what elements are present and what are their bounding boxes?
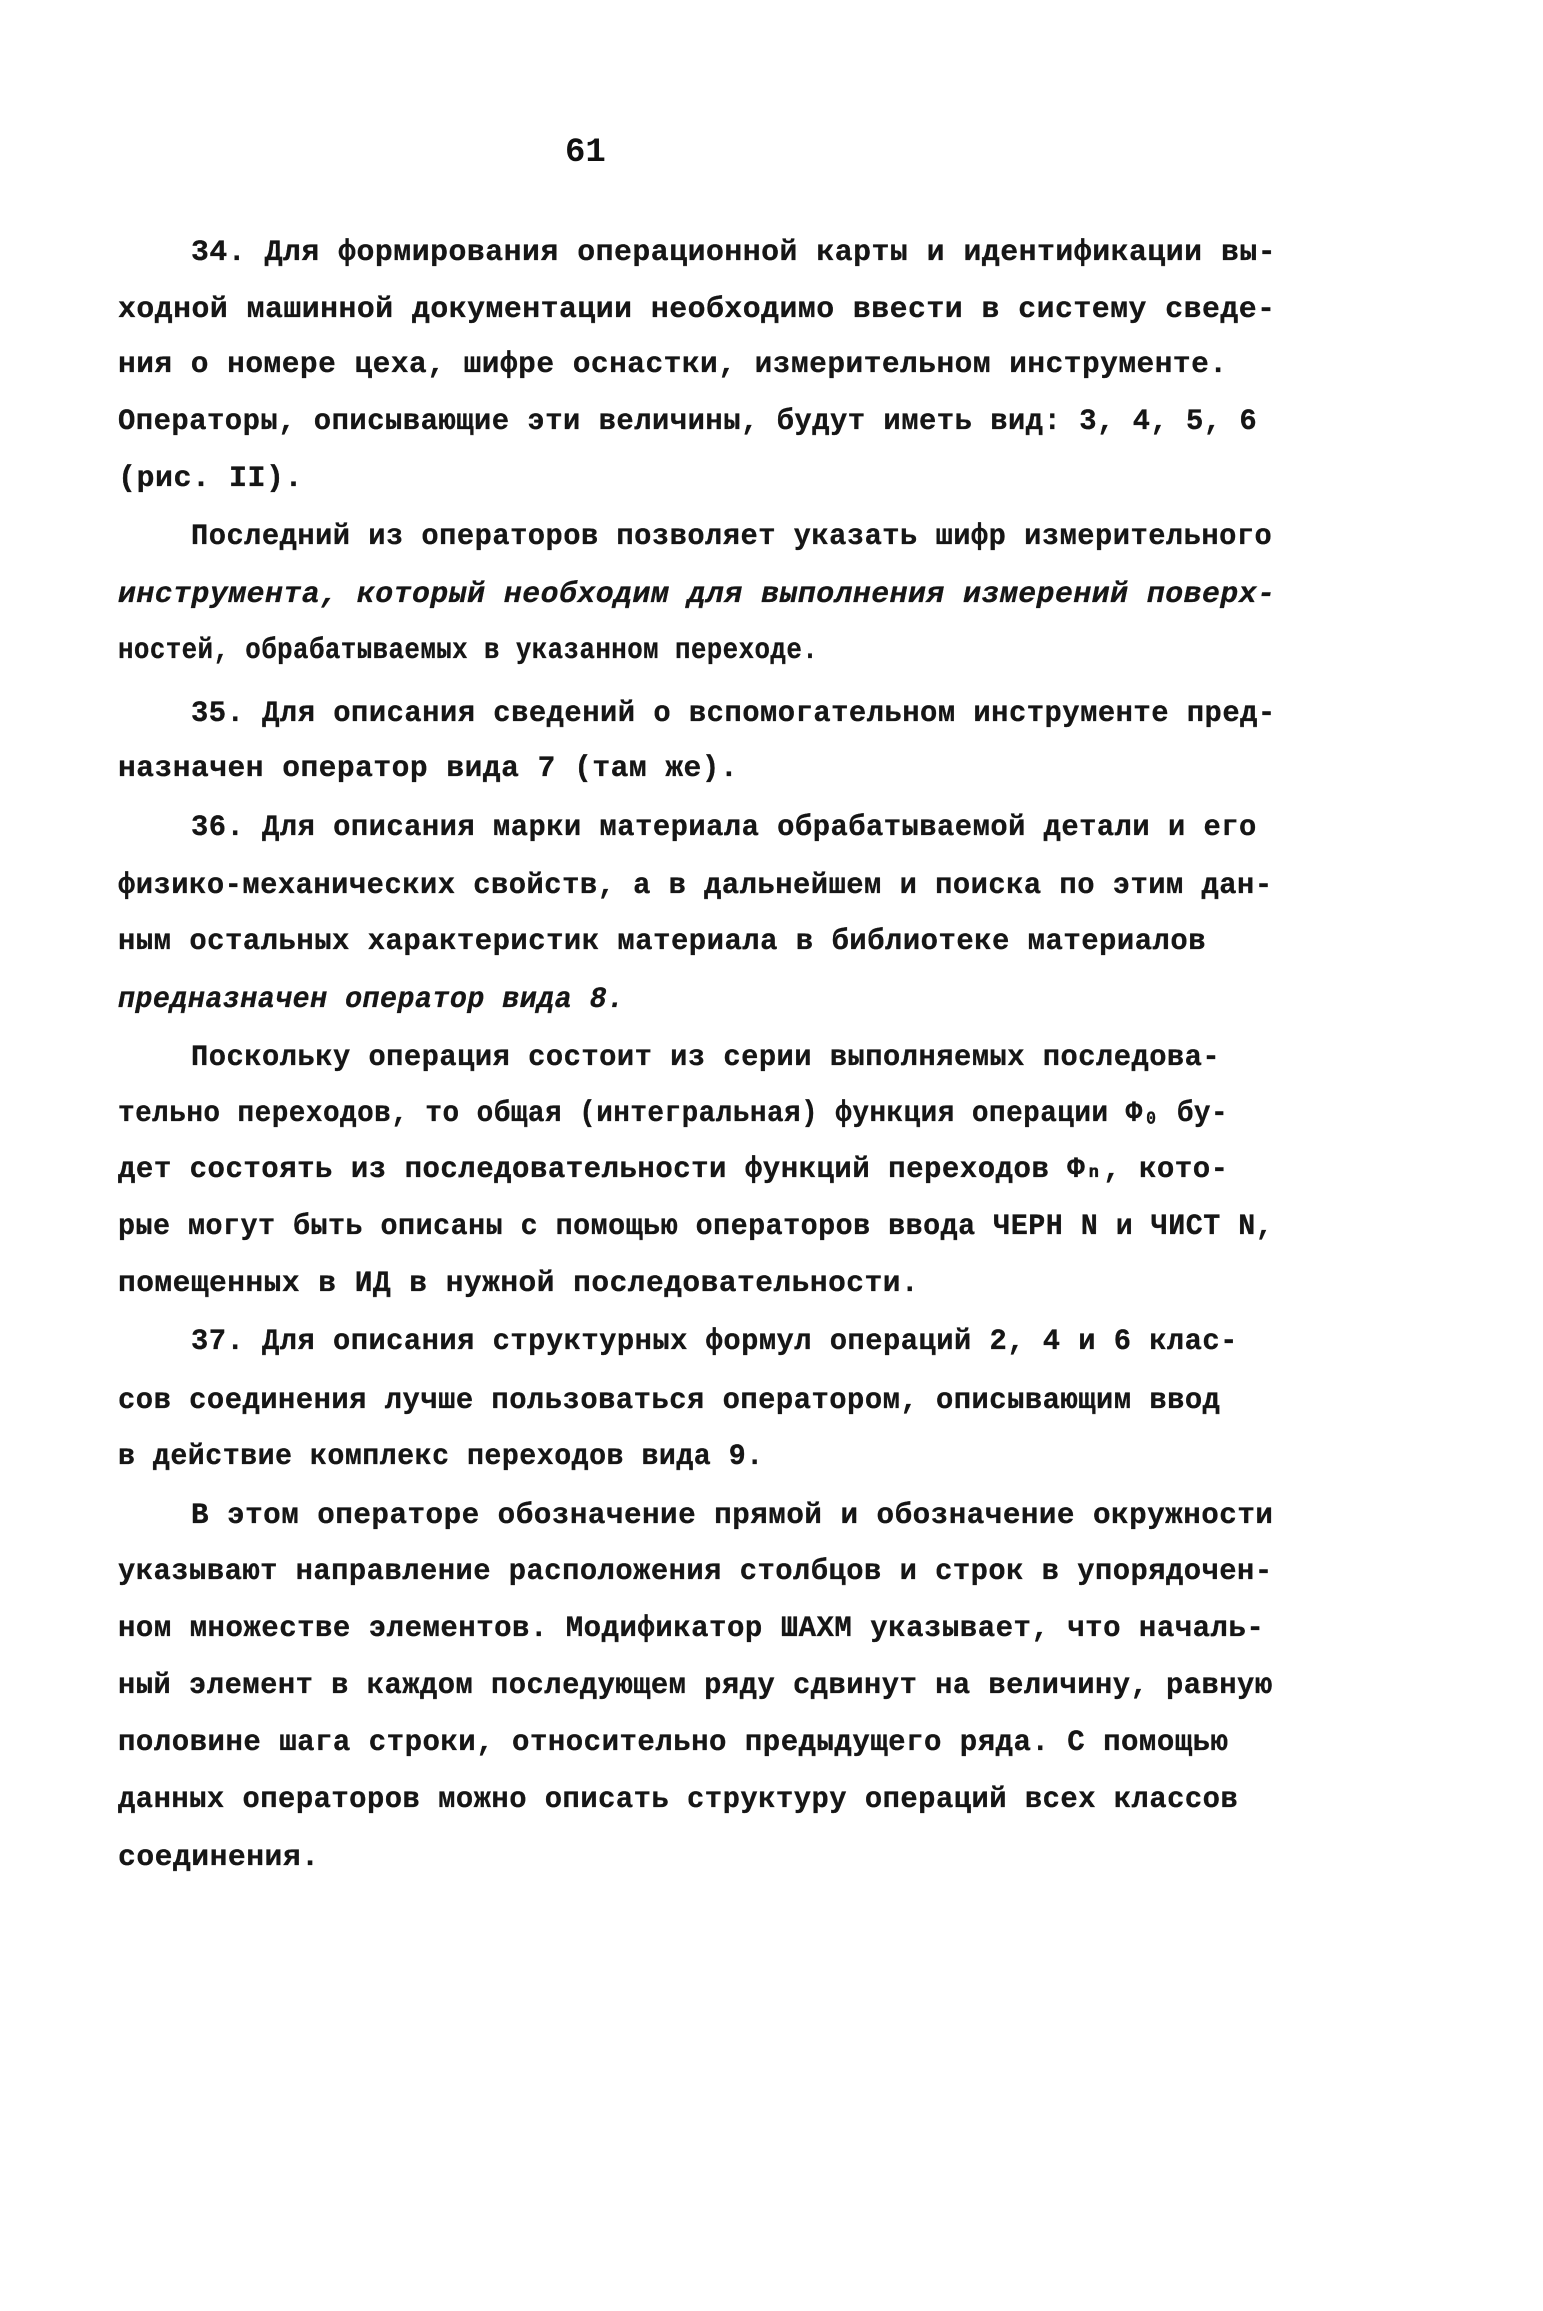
text-line: соединения. (118, 1841, 320, 1875)
text-line: в действие комплекс переходов вида 9. (118, 1440, 764, 1474)
text-line: (рис. II). (118, 462, 304, 496)
text-line: дет состоять из последовательности функций переходов Фₙ, кото- (118, 1153, 1229, 1187)
text-line: предназначен оператор вида 8. (118, 983, 625, 1017)
text-line: 36. Для описания марки материала обрабатываемой детали и его (191, 811, 1257, 845)
text-line: физико-механических свойств, а в дальнейшем и поиска по этим дан- (118, 869, 1273, 903)
text-line: Операторы, описывающие эти величины, будут иметь вид: 3, 4, 5, 6 (118, 405, 1258, 439)
text-line: 37. Для описания структурных формул операций 2, 4 и 6 клас- (191, 1325, 1238, 1359)
text-line: половине шага строки, относительно предыдущего ряда. С помощью (118, 1726, 1229, 1760)
text-line: тельно переходов, то общая (интегральная) функция операции Ф₀ бу- (118, 1097, 1229, 1131)
text-line: указывают направление расположения столбцов и строк в упорядочен- (118, 1555, 1273, 1589)
text-line: инструмента, который необходим для выполнения измерений поверх- (118, 578, 1276, 612)
text-line: ния о номере цеха, шифре оснастки, измерительном инструменте. (118, 348, 1228, 382)
text-line: ходной машинной документации необходимо ввести в систему сведе- (118, 293, 1276, 327)
text-line: 34. Для формирования операционной карты и идентификации вы- (191, 236, 1277, 270)
text-line: ностей, обрабатываемых в указанном переходе. (118, 634, 819, 668)
text-line: В этом операторе обозначение прямой и обозначение окружности (191, 1499, 1274, 1533)
text-line: ном множестве элементов. Модификатор ШАХМ указывает, что началь- (118, 1612, 1265, 1646)
text-line: ным остальных характеристик материала в библиотеке материалов (118, 925, 1207, 959)
text-line: сов соединения лучше пользоваться оператором, описывающим ввод (118, 1384, 1221, 1418)
text-line: помещенных в ИД в нужной последовательности. (118, 1267, 920, 1301)
text-line: назначен оператор вида 7 (там же). (118, 752, 739, 786)
text-line: ный элемент в каждом последующем ряду сдвинут на величину, равную (118, 1669, 1273, 1703)
text-line: рые могут быть описаны с помощью операторов ввода ЧЕРН N и ЧИСТ N, (118, 1210, 1274, 1244)
text-line: данных операторов можно описать структуру операций всех классов (118, 1783, 1239, 1817)
text-line: Поскольку операция состоит из серии выполняемых последова- (191, 1041, 1221, 1075)
page-number: 61 (565, 134, 606, 172)
text-line: 35. Для описания сведений о вспомогательном инструменте пред- (191, 697, 1276, 731)
text-line: Последний из операторов позволяет указать шифр измерительного (191, 520, 1273, 554)
